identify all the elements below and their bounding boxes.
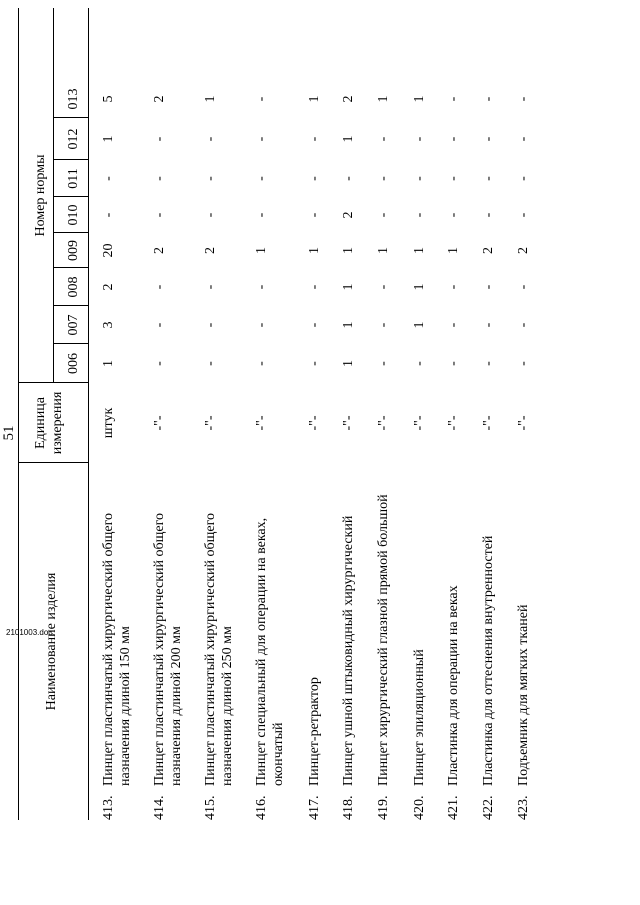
norm-value-cell: 20 xyxy=(101,243,116,258)
norm-value-cell: - xyxy=(516,136,531,142)
unit-cell: штук xyxy=(101,407,116,439)
unit-cell: -"- xyxy=(203,415,218,431)
row-number: 420. xyxy=(412,795,427,820)
norm-value-cell: - xyxy=(412,136,427,142)
item-name-line: Пинцет специальный для операции на веках, xyxy=(254,517,269,786)
norm-column-divider xyxy=(53,196,88,197)
norm-value-cell: - xyxy=(376,136,391,142)
norm-value-cell: - xyxy=(446,322,461,328)
norm-value-cell: - xyxy=(412,176,427,181)
norm-value-cell: - xyxy=(412,212,427,218)
norm-value-cell: - xyxy=(203,136,218,142)
norm-column-header: 013 xyxy=(66,88,81,110)
norm-value-cell: 2 xyxy=(152,95,167,103)
norm-value-cell: - xyxy=(307,136,322,142)
norm-value-cell: - xyxy=(516,212,531,218)
row-number: 415. xyxy=(203,795,218,820)
norm-value-cell: - xyxy=(254,96,269,102)
item-name-line: Подъемник для мягких тканей xyxy=(516,604,531,786)
item-name-line: Пинцет пластинчатый хирургический общего xyxy=(101,513,116,786)
norm-value-cell: 2 xyxy=(203,247,218,254)
norm-value-cell: - xyxy=(446,96,461,102)
rotated-page xyxy=(0,3,640,863)
row-number: 421. xyxy=(446,795,461,820)
norm-value-cell: 2 xyxy=(341,95,356,103)
norm-value-cell: - xyxy=(516,322,531,328)
norm-value-cell: - xyxy=(412,361,427,366)
norm-column-divider xyxy=(53,159,88,160)
norm-value-cell: - xyxy=(481,136,496,142)
norm-value-cell: 1 xyxy=(101,360,116,367)
norm-value-cell: - xyxy=(152,212,167,218)
item-name-line: назначения длиной 250 мм xyxy=(220,626,235,786)
norm-value-cell: - xyxy=(101,212,116,218)
norm-value-cell: - xyxy=(446,212,461,218)
norm-value-cell: 1 xyxy=(101,135,116,143)
norm-value-cell: - xyxy=(152,361,167,366)
row-number: 419. xyxy=(376,795,391,820)
norm-value-cell: 1 xyxy=(446,247,461,254)
norm-value-cell: - xyxy=(203,361,218,366)
item-name-line: окончатый xyxy=(271,722,286,786)
norm-value-cell: - xyxy=(516,96,531,102)
header-bottom-border xyxy=(88,8,89,820)
table-top-border xyxy=(18,8,19,820)
unit-cell: -"- xyxy=(376,415,391,431)
unit-cell: -"- xyxy=(307,415,322,431)
norm-value-cell: - xyxy=(376,361,391,366)
norm-value-cell: 1 xyxy=(341,135,356,143)
norm-value-cell: - xyxy=(516,284,531,290)
row-number: 416. xyxy=(254,795,269,820)
norm-value-cell: 1 xyxy=(412,283,427,291)
norm-column-divider xyxy=(53,305,88,306)
norm-value-cell: 1 xyxy=(341,360,356,367)
norm-value-cell: - xyxy=(307,212,322,218)
row-number: 423. xyxy=(516,795,531,820)
norm-column-divider xyxy=(53,267,88,268)
norm-value-cell: - xyxy=(203,176,218,181)
norm-value-cell: 1 xyxy=(376,95,391,103)
norm-value-cell: 5 xyxy=(101,95,116,103)
norm-value-cell: 1 xyxy=(307,247,322,254)
norm-column-header: 012 xyxy=(66,128,81,150)
norm-value-cell: - xyxy=(101,176,116,181)
item-name-line: Пинцет хирургический глазной прямой большой xyxy=(376,494,391,786)
norm-value-cell: - xyxy=(341,176,356,181)
unit-cell: -"- xyxy=(254,415,269,431)
norm-value-cell: - xyxy=(446,284,461,290)
norm-column-header: 008 xyxy=(66,276,81,298)
header-unit-line2: измерения xyxy=(50,391,65,455)
norm-value-cell: - xyxy=(307,322,322,328)
norm-value-cell: - xyxy=(203,212,218,218)
norm-value-cell: 1 xyxy=(307,95,322,103)
norm-column-header: 007 xyxy=(66,314,81,336)
norm-value-cell: 1 xyxy=(376,247,391,254)
norm-column-header: 009 xyxy=(66,240,81,261)
norm-value-cell: - xyxy=(254,361,269,366)
norm-value-cell: - xyxy=(152,136,167,142)
item-name-line: Пинцет эпиляционный xyxy=(412,649,427,786)
item-name-line: Пластинка для операции на веках xyxy=(446,585,461,786)
item-name-line: назначения длиной 150 мм xyxy=(118,626,133,786)
unit-cell: -"- xyxy=(152,415,167,431)
norm-value-cell: 2 xyxy=(341,211,356,219)
norm-value-cell: - xyxy=(307,361,322,366)
item-name-line: Пинцет ушной штыковидный хирургический xyxy=(341,515,356,786)
norm-value-cell: - xyxy=(516,176,531,181)
norm-value-cell: - xyxy=(203,284,218,290)
unit-cell: -"- xyxy=(412,415,427,431)
norm-value-cell: 1 xyxy=(412,95,427,103)
item-name-line: Пинцет пластинчатый хирургический общего xyxy=(152,513,167,786)
item-name-line: Пинцет-ретрактор xyxy=(307,677,322,786)
header-name: Наименование изделия xyxy=(44,572,59,711)
norm-value-cell: - xyxy=(481,284,496,290)
norm-value-cell: - xyxy=(254,212,269,218)
unit-cell: -"- xyxy=(341,415,356,431)
norm-value-cell: - xyxy=(376,284,391,290)
norm-value-cell: 2 xyxy=(481,247,496,254)
norm-value-cell: 1 xyxy=(203,95,218,103)
unit-cell: -"- xyxy=(481,415,496,431)
norm-value-cell: 2 xyxy=(516,247,531,254)
norm-column-header: 010 xyxy=(66,204,81,226)
norm-value-cell: - xyxy=(481,212,496,218)
norm-value-cell: - xyxy=(446,361,461,366)
norm-value-cell: 2 xyxy=(101,283,116,291)
norm-value-cell: 1 xyxy=(341,321,356,329)
norm-value-cell: - xyxy=(481,361,496,366)
norm-column-divider xyxy=(53,117,88,118)
page-number: 51 xyxy=(1,425,17,441)
norm-value-cell: - xyxy=(446,176,461,181)
file-footer: 2101003.doc xyxy=(6,628,53,637)
norm-value-cell: - xyxy=(307,284,322,290)
norm-value-cell: - xyxy=(152,322,167,328)
norm-column-divider xyxy=(53,232,88,233)
item-name-line: Пинцет пластинчатый хирургический общего xyxy=(203,513,218,786)
norm-value-cell: - xyxy=(254,136,269,142)
row-number: 418. xyxy=(341,795,356,820)
norm-value-cell: - xyxy=(481,96,496,102)
norm-value-cell: - xyxy=(481,176,496,181)
norm-column-header: 006 xyxy=(66,353,81,374)
norm-value-cell: - xyxy=(376,212,391,218)
norm-value-cell: - xyxy=(481,322,496,328)
norm-value-cell: 1 xyxy=(254,247,269,254)
norm-value-cell: - xyxy=(307,176,322,181)
norm-column-divider xyxy=(53,343,88,344)
row-number: 422. xyxy=(481,795,496,820)
norm-value-cell: - xyxy=(152,176,167,181)
norm-value-cell: - xyxy=(254,284,269,290)
row-number: 413. xyxy=(101,795,116,820)
row-number: 417. xyxy=(307,795,322,820)
row-number: 414. xyxy=(152,795,167,820)
header-norm: Номер нормы xyxy=(33,154,48,237)
norm-column-header: 011 xyxy=(66,168,81,189)
header-unit-line1: Единица xyxy=(33,397,48,449)
norm-value-cell: 1 xyxy=(412,247,427,254)
unit-cell: -"- xyxy=(446,415,461,431)
norm-value-cell: 1 xyxy=(412,321,427,329)
norm-value-cell: - xyxy=(152,284,167,290)
norm-value-cell: 1 xyxy=(341,283,356,291)
norm-value-cell: - xyxy=(376,322,391,328)
unit-cell: -"- xyxy=(516,415,531,431)
norm-value-cell: - xyxy=(516,361,531,366)
norm-value-cell: - xyxy=(203,322,218,328)
norm-value-cell: - xyxy=(446,136,461,142)
norm-value-cell: 2 xyxy=(152,247,167,254)
norm-value-cell: - xyxy=(376,176,391,181)
norm-value-cell: 3 xyxy=(101,321,116,329)
norm-value-cell: - xyxy=(254,176,269,181)
norm-value-cell: - xyxy=(254,322,269,328)
item-name-line: Пластинка для оттеснения внутренностей xyxy=(481,535,496,786)
norm-value-cell: 1 xyxy=(341,247,356,254)
item-name-line: назначения длиной 200 мм xyxy=(169,626,184,786)
